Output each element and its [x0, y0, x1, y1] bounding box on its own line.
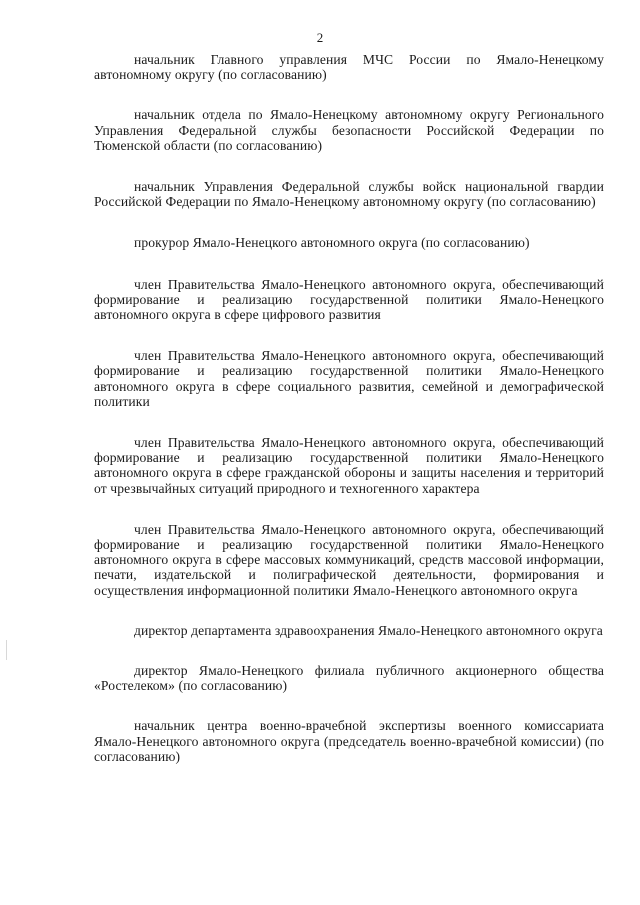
list-item: член Правительства Ямало-Ненецкого автономного округа, обеспечивающий формирование и реализацию государственной политики Ямало-Ненецкого автономного округа в сфере цифрового развития: [94, 276, 604, 323]
list-item: член Правительства Ямало-Ненецкого автономного округа, обеспечивающий формирование и реализацию государственной политики Ямало-Ненецкого автономного округа в сфере социального развития, семейной и демографической политики: [94, 348, 604, 409]
list-item: член Правительства Ямало-Ненецкого автономного округа, обеспечивающий формирование и реализацию государственной политики Ямало-Ненецкого автономного округа в сфере гражданской обороны и защиты населения и территорий от чрезвычайных ситуаций природного и техногенного характера: [94, 435, 604, 496]
list-item: директор Ямало-Ненецкого филиала публичного акционерного общества «Ростелеком» (по согласованию): [94, 663, 604, 694]
list-item: начальник отдела по Ямало-Ненецкому автономному округу Регионального Управления Федеральной службы безопасности Российской Федерации по Тюменской области (по согласованию): [94, 107, 604, 153]
list-item: член Правительства Ямало-Ненецкого автономного округа, обеспечивающий формирование и реализацию государственной политики Ямало-Ненецкого автономного округа в сфере массовых коммуникаций, средств массовой информации, печати, издательской и полиграфической деятельности, формирования и осуществления информационной политики Ямало-Ненецкого автономного округа: [94, 521, 604, 598]
list-item: начальник Главного управления МЧС России по Ямало-Ненецкому автономному округу (по согласованию): [94, 52, 604, 83]
scan-artifact: [6, 640, 7, 660]
list-item: начальник Управления Федеральной службы войск национальной гвардии Российской Федерации по Ямало-Ненецкому автономному округу (по согласованию): [94, 179, 604, 210]
list-item: начальник центра военно-врачебной экспертизы военного комиссариата Ямало-Ненецкого автономного округа (председатель военно-врачебной комиссии) (по согласованию): [94, 718, 604, 764]
page-number: 2: [316, 30, 324, 45]
list-item: прокурор Ямало-Ненецкого автономного округа (по согласованию): [134, 235, 530, 251]
list-item: директор департамента здравоохранения Ямало-Ненецкого автономного округа: [134, 622, 603, 638]
member-list: [94, 52, 604, 790]
